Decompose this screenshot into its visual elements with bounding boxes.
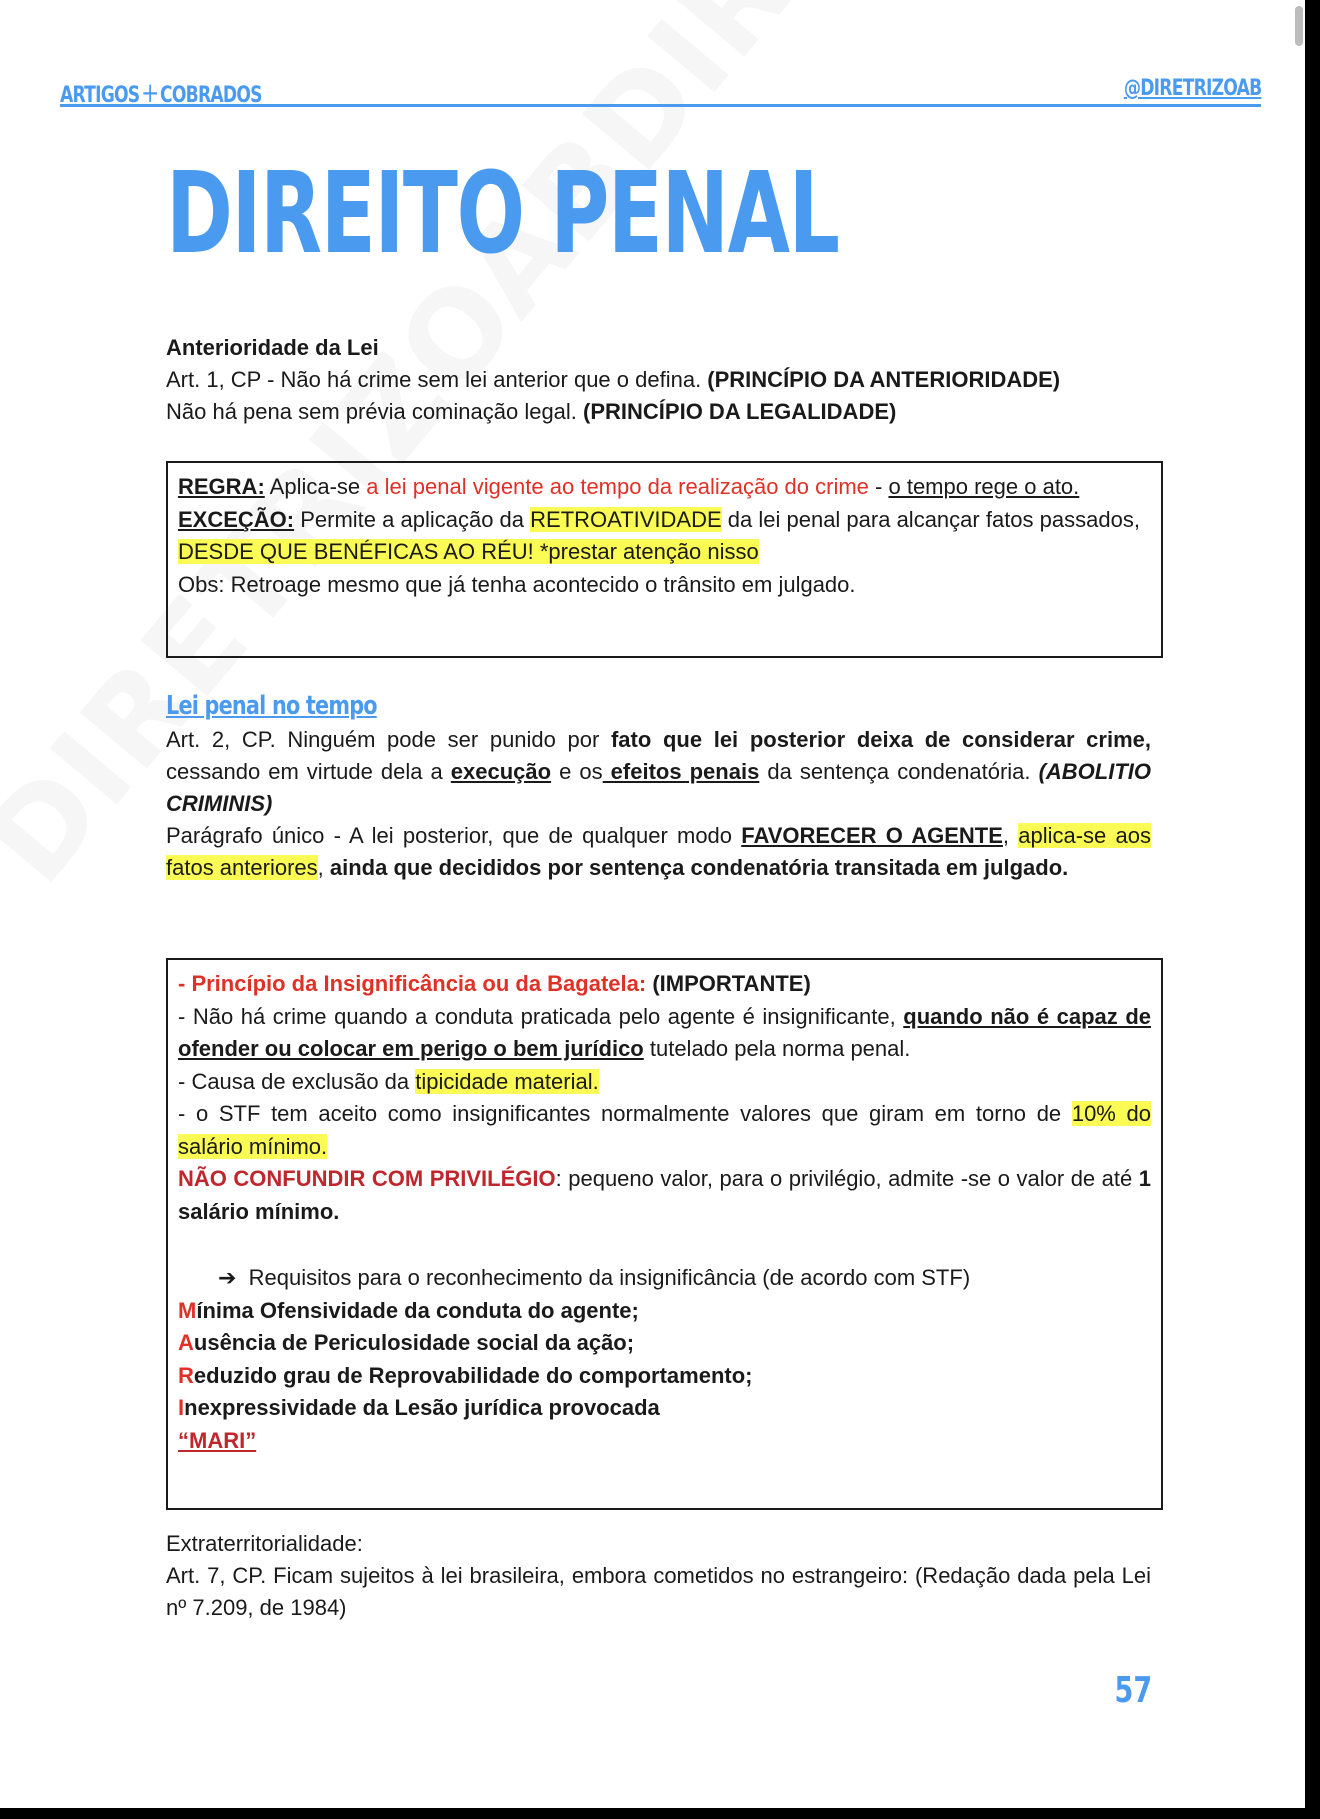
header-right: @DIRETRIZOAB (1123, 76, 1261, 101)
list-item: Mínima Ofensividade da conduta do agente; (178, 1297, 639, 1323)
page-number: 57 (1114, 1670, 1152, 1711)
paragraph: Art. 1, CP - Não há crime sem lei anterior que o defina. (PRINCÍPIO DA ANTERIORIDADE) (166, 367, 1061, 392)
section-heading: Extraterritorialidade: (166, 1531, 363, 1556)
insignificancia-box (166, 958, 1163, 1510)
list-item: Ausência de Periculosidade social da ação; (178, 1330, 635, 1355)
paragraph: Art. 7, CP. Ficam sujeitos à lei brasileira, embora cometidos no estrangeiro: (Redação dada pela Lei nº 7.209, de 1984) (166, 1563, 1151, 1620)
section-subheading: Lei penal no tempo (166, 691, 377, 721)
page-title: DIREITO PENAL (166, 149, 839, 279)
arrow-icon: ➔ (218, 1265, 237, 1290)
regra-paragraph: REGRA: Aplica-se a lei penal vigente ao tempo da realização do crime - o tempo rege o ato. (178, 474, 1080, 499)
list-item: Reduzido grau de Reprovabilidade do comportamento; (178, 1362, 753, 1388)
scrollbar[interactable] (1295, 6, 1303, 46)
obs-paragraph: Obs: Retroage mesmo que já tenha acontecido o trânsito em julgado. (178, 571, 856, 597)
paragraph: NÃO CONFUNDIR COM PRIVILÉGIO: pequeno valor, para o privilégio, admite -se o valor de até 1 salário mínimo. (178, 1166, 1151, 1224)
paragraph: - Causa de exclusão da tipicidade material. (178, 1068, 599, 1094)
requisitos-line: ➔ Requisitos para o reconhecimento da insignificância (de acordo com STF) (218, 1265, 971, 1290)
section-extraterritorialidade (166, 1528, 1151, 1624)
section-lei-penal-tempo (166, 690, 1151, 884)
paragraph: - Não há crime quando a conduta praticada pelo agente é insignificante, quando não é capaz de ofender ou colocar em perigo o bem jurídico tutelado pela norma penal. (178, 1003, 1151, 1061)
box-title: - Princípio da Insignificância ou da Bagatela: (IMPORTANTE) (178, 971, 811, 996)
section-anterioridade (166, 332, 1151, 428)
paragraph: Art. 2, CP. Ninguém pode ser punido por fato que lei posterior deixa de considerar crime, cessando em virtude dela a execução e os efeitos penais da sentença condenatória. (ABOLITIO CRIMINIS) (166, 727, 1151, 816)
paragraph: Parágrafo único - A lei posterior, que de qualquer modo FAVORECER O AGENTE, aplica-se aos fatos anteriores, ainda que decididos por sentença condenatória transitada em julgado. (166, 823, 1151, 880)
section-heading: Anterioridade da Lei (166, 335, 379, 360)
excecao-paragraph: EXCEÇÃO: Permite a aplicação da RETROATIVIDADE da lei penal para alcançar fatos passados, DESDE QUE BENÉFICAS AO RÉU! *prestar atenção nisso (178, 506, 1140, 564)
paragraph: Não há pena sem prévia cominação legal. (PRINCÍPIO DA LEGALIDADE) (166, 399, 897, 424)
regra-box (166, 461, 1163, 658)
list-item: Inexpressividade da Lesão jurídica provocada (178, 1395, 660, 1420)
mnemonic: “MARI” (178, 1427, 257, 1453)
paragraph: - o STF tem aceito como insignificantes normalmente valores que giram em torno de 10% do salário mínimo. (178, 1101, 1151, 1159)
header-left: ARTIGOS+COBRADOS (60, 76, 262, 109)
page-header (60, 74, 1261, 107)
